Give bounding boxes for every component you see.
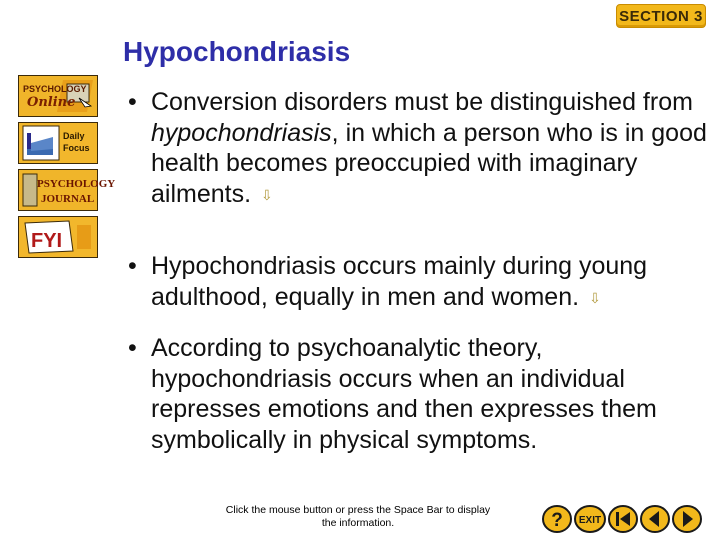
page-title: Hypochondriasis: [123, 36, 351, 67]
bullet-item: [128, 87, 708, 210]
continue-arrow-icon: ⇩: [589, 289, 601, 306]
help-label: ?: [551, 510, 563, 531]
fyi-button[interactable]: [18, 216, 98, 258]
help-button[interactable]: [542, 505, 572, 533]
daily-focus-icon: [19, 123, 97, 163]
psychology-online-icon: [19, 76, 97, 116]
first-slide-button[interactable]: [608, 505, 638, 533]
fyi-label: FYI: [31, 230, 63, 252]
skip-back-icon: [608, 505, 638, 533]
online-label: Online: [27, 95, 76, 110]
daily-focus-button[interactable]: [18, 122, 98, 164]
bullet-text: Hypochondriasis occurs mainly during young adulthood, equally in men and women.: [151, 252, 648, 311]
previous-arrow-icon: [640, 505, 670, 533]
exit-icon: [574, 505, 606, 533]
bullet-text: , in which a person who is in good health becomes preoccupied with imaginary ailments.: [151, 118, 707, 208]
psychology-online-button[interactable]: [18, 75, 98, 117]
bullet-italic-term: hypochondriasis: [151, 118, 332, 147]
bullet-list: [128, 82, 708, 455]
bullet-text: According to psychoanalytic theory, hypochondriasis occurs when an individual represses emotions and then expresses them symbolically in physical symptoms.: [151, 334, 657, 454]
psychology-online-label: PSYCHOLOGY: [23, 84, 87, 94]
continue-arrow-icon: ⇩: [261, 186, 273, 203]
previous-slide-button[interactable]: [640, 505, 670, 533]
next-arrow-icon: [672, 505, 702, 533]
bullet-item: [128, 251, 708, 313]
fyi-icon: [19, 217, 97, 257]
help-icon: [542, 505, 572, 533]
daily-label: Daily: [63, 131, 85, 141]
click-instruction: Click the mouse button or press the Space Bar to display the information.: [225, 504, 491, 529]
bullet-text: Conversion disorders must be distinguished from: [151, 88, 693, 116]
exit-label: EXIT: [578, 515, 602, 526]
journal-psychology-label: PSYCHOLOGY: [37, 178, 116, 190]
journal-label: JOURNAL: [41, 193, 95, 205]
focus-label: Focus: [63, 143, 90, 153]
psychology-journal-button[interactable]: [18, 169, 116, 211]
bullet-item: [128, 333, 708, 455]
next-slide-button[interactable]: [672, 505, 702, 533]
exit-button[interactable]: [574, 505, 606, 533]
psychology-journal-icon: [19, 170, 116, 210]
section-badge: SECTION 3: [616, 4, 706, 28]
